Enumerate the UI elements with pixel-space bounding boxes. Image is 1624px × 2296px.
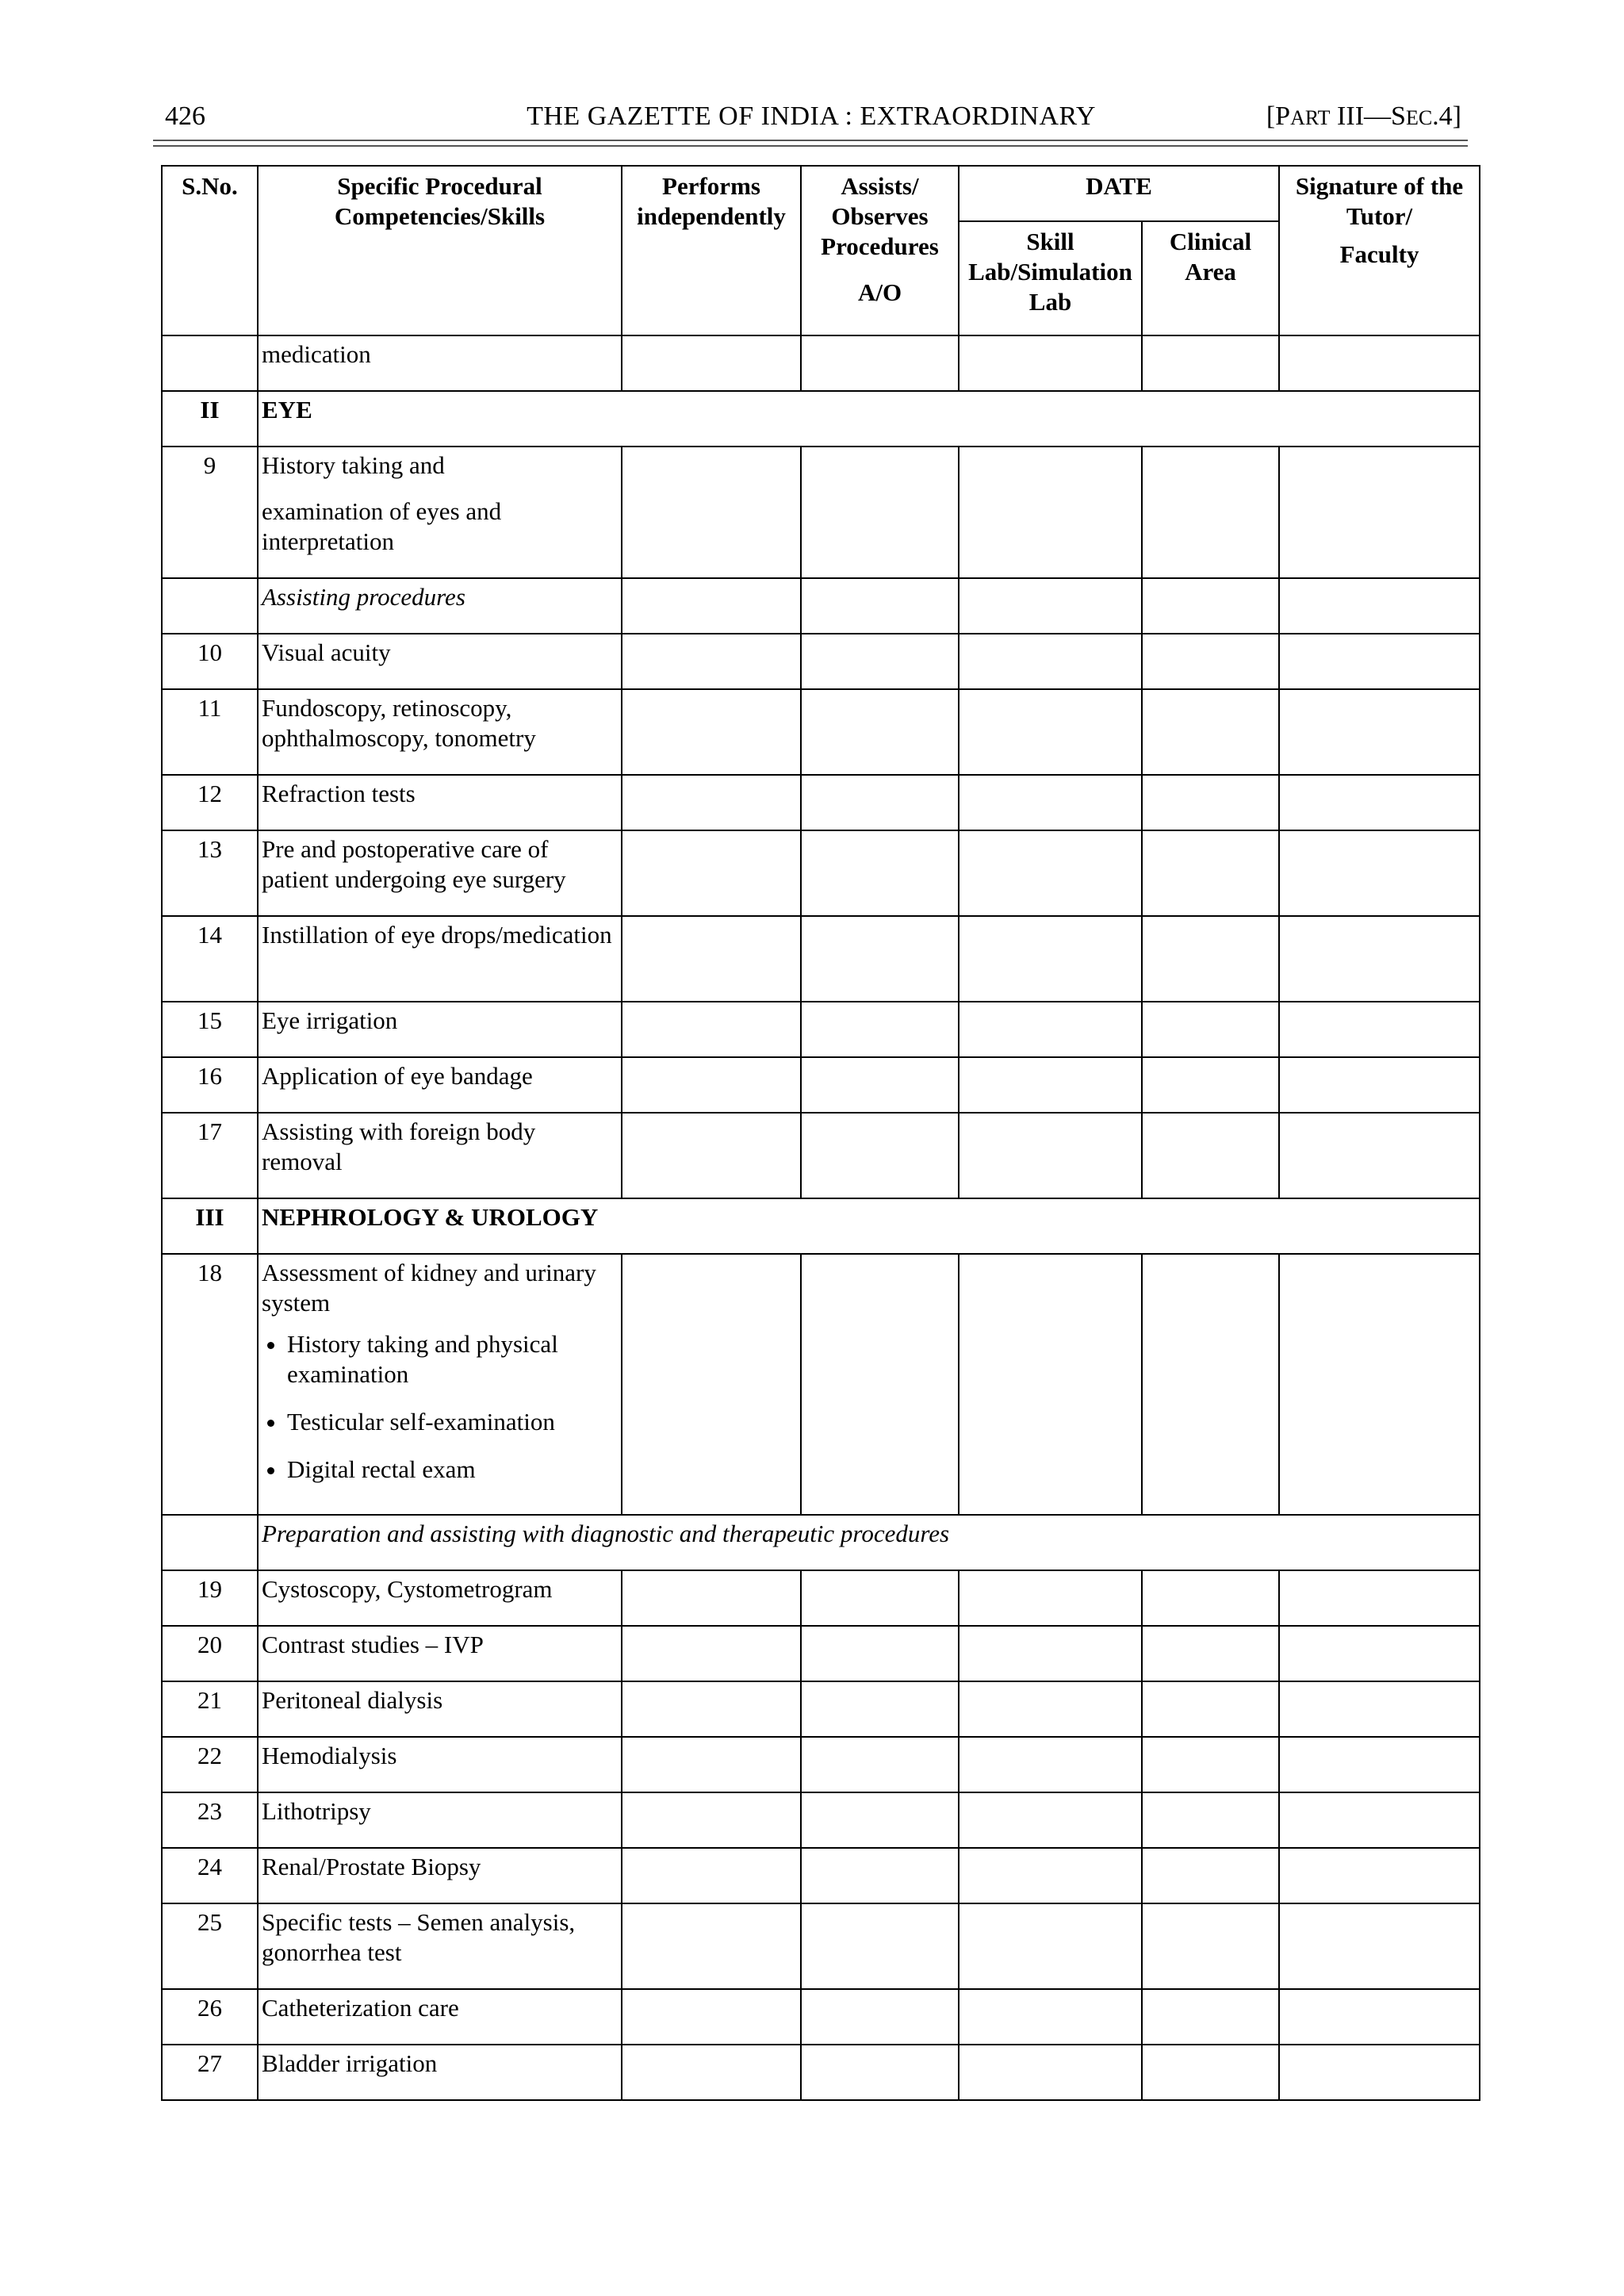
signature-cell xyxy=(1279,1254,1480,1515)
row-text: Specific tests – Semen analysis, gonorrhea test xyxy=(258,1903,622,1989)
row-sno xyxy=(162,335,258,391)
skill-lab-cell xyxy=(959,1113,1142,1198)
table-row xyxy=(162,1681,1480,1737)
row-text: Refraction tests xyxy=(258,775,622,830)
row-sno xyxy=(162,578,258,634)
row-sno xyxy=(162,1515,258,1570)
signature-cell xyxy=(1279,1792,1480,1848)
table-row xyxy=(162,1002,1480,1057)
clinical-cell xyxy=(1142,1254,1279,1515)
row-sno: 23 xyxy=(162,1792,258,1848)
row-text: Contrast studies – IVP xyxy=(258,1626,622,1681)
clinical-cell xyxy=(1142,447,1279,578)
row-sno: 11 xyxy=(162,689,258,775)
table-row xyxy=(162,1626,1480,1681)
row-text: Hemodialysis xyxy=(258,1737,622,1792)
skill-lab-cell xyxy=(959,1737,1142,1792)
clinical-cell xyxy=(1142,1057,1279,1113)
assists-cell xyxy=(801,1848,959,1903)
competency-table xyxy=(161,165,1480,2101)
row-sno: 25 xyxy=(162,1903,258,1989)
signature-cell xyxy=(1279,775,1480,830)
table-row xyxy=(162,1989,1480,2045)
row-text-line1: History taking and xyxy=(262,451,445,479)
clinical-cell xyxy=(1142,578,1279,634)
skill-lab-cell xyxy=(959,634,1142,689)
performs-cell xyxy=(622,1113,801,1198)
row-sno: 20 xyxy=(162,1626,258,1681)
header-signature-faculty: Faculty xyxy=(1339,240,1419,268)
assists-cell xyxy=(801,1113,959,1198)
signature-cell xyxy=(1279,916,1480,1002)
row-text: Renal/Prostate Biopsy xyxy=(258,1848,622,1903)
header-assists-label: Assists/ Observes Procedures xyxy=(821,172,939,260)
performs-cell xyxy=(622,578,801,634)
row-sno: 12 xyxy=(162,775,258,830)
row-text: Eye irrigation xyxy=(258,1002,622,1057)
row-text: Lithotripsy xyxy=(258,1792,622,1848)
table-row xyxy=(162,689,1480,775)
table-row xyxy=(162,2045,1480,2100)
table-row xyxy=(162,578,1480,634)
skill-lab-cell xyxy=(959,447,1142,578)
clinical-cell xyxy=(1142,1626,1279,1681)
skill-lab-cell xyxy=(959,335,1142,391)
list-item: • Digital rectal exam xyxy=(287,1455,618,1485)
subheading-text: Preparation and assisting with diagnostic and therapeutic procedures xyxy=(258,1515,1480,1570)
section-number: III xyxy=(162,1198,258,1254)
row-sno: 19 xyxy=(162,1570,258,1626)
row-text-line2: examination of eyes and interpretation xyxy=(262,497,502,555)
table-row xyxy=(162,1113,1480,1198)
clinical-cell xyxy=(1142,1903,1279,1989)
signature-cell xyxy=(1279,1737,1480,1792)
header-competency: Specific Procedural Competencies/Skills xyxy=(258,166,622,335)
performs-cell xyxy=(622,775,801,830)
row-text: Bladder irrigation xyxy=(258,2045,622,2100)
signature-cell xyxy=(1279,689,1480,775)
performs-cell xyxy=(622,1057,801,1113)
header-assists xyxy=(801,166,959,335)
clinical-cell xyxy=(1142,335,1279,391)
header-signature-label: Signature of the Tutor/ xyxy=(1295,172,1464,230)
skill-lab-cell xyxy=(959,1002,1142,1057)
performs-cell xyxy=(622,634,801,689)
clinical-cell xyxy=(1142,1848,1279,1903)
performs-cell xyxy=(622,1792,801,1848)
row-text: Fundoscopy, retinoscopy, ophthalmoscopy, tonometry xyxy=(258,689,622,775)
performs-cell xyxy=(622,2045,801,2100)
page-header xyxy=(161,94,1461,141)
skill-lab-cell xyxy=(959,775,1142,830)
table-row xyxy=(162,830,1480,916)
assists-cell xyxy=(801,916,959,1002)
skill-lab-cell xyxy=(959,2045,1142,2100)
skill-lab-cell xyxy=(959,1057,1142,1113)
row-sno: 13 xyxy=(162,830,258,916)
assists-cell xyxy=(801,578,959,634)
assists-cell xyxy=(801,634,959,689)
clinical-cell xyxy=(1142,1737,1279,1792)
assists-cell xyxy=(801,1570,959,1626)
assists-cell xyxy=(801,1057,959,1113)
clinical-cell xyxy=(1142,1792,1279,1848)
signature-cell xyxy=(1279,830,1480,916)
clinical-cell xyxy=(1142,1989,1279,2045)
performs-cell xyxy=(622,830,801,916)
subheading-row xyxy=(162,1515,1480,1570)
skill-lab-cell xyxy=(959,1903,1142,1989)
assists-cell xyxy=(801,830,959,916)
assists-cell xyxy=(801,447,959,578)
list-item: • History taking and physical examination xyxy=(287,1329,618,1389)
performs-cell xyxy=(622,916,801,1002)
row-sno: 9 xyxy=(162,447,258,578)
signature-cell xyxy=(1279,1681,1480,1737)
clinical-cell xyxy=(1142,1570,1279,1626)
header-date: DATE xyxy=(959,166,1279,221)
skill-lab-cell xyxy=(959,1792,1142,1848)
table-row xyxy=(162,335,1480,391)
row-sno: 22 xyxy=(162,1737,258,1792)
assists-cell xyxy=(801,1737,959,1792)
row-text xyxy=(258,447,622,578)
clinical-cell xyxy=(1142,689,1279,775)
signature-cell xyxy=(1279,1570,1480,1626)
skill-lab-cell xyxy=(959,1254,1142,1515)
signature-cell xyxy=(1279,2045,1480,2100)
row-sno: 17 xyxy=(162,1113,258,1198)
table-row xyxy=(162,1848,1480,1903)
performs-cell xyxy=(622,1254,801,1515)
assists-cell xyxy=(801,1254,959,1515)
clinical-cell xyxy=(1142,1002,1279,1057)
signature-cell xyxy=(1279,1989,1480,2045)
skill-lab-cell xyxy=(959,689,1142,775)
list-item: • Testicular self-examination xyxy=(287,1407,618,1437)
performs-cell xyxy=(622,1989,801,2045)
header-skill-lab: Skill Lab/Simulation Lab xyxy=(959,221,1142,335)
skill-lab-cell xyxy=(959,916,1142,1002)
row-sno: 16 xyxy=(162,1057,258,1113)
section-title: NEPHROLOGY & UROLOGY xyxy=(258,1198,1480,1254)
performs-cell xyxy=(622,1848,801,1903)
clinical-cell xyxy=(1142,1113,1279,1198)
assists-cell xyxy=(801,1792,959,1848)
header-performs: Performs independently xyxy=(622,166,801,335)
performs-cell xyxy=(622,1002,801,1057)
row-text: Instillation of eye drops/medication xyxy=(258,916,622,1002)
table-row xyxy=(162,1903,1480,1989)
row-sno: 18 xyxy=(162,1254,258,1515)
clinical-cell xyxy=(1142,2045,1279,2100)
row-sno: 15 xyxy=(162,1002,258,1057)
signature-cell xyxy=(1279,1002,1480,1057)
section-title: EYE xyxy=(258,391,1480,447)
header-sno: S.No. xyxy=(162,166,258,335)
skill-lab-cell xyxy=(959,578,1142,634)
performs-cell xyxy=(622,1681,801,1737)
section-label: [PART III—SEC.4] xyxy=(1266,102,1461,131)
clinical-cell xyxy=(1142,634,1279,689)
assists-cell xyxy=(801,1626,959,1681)
row-text: Visual acuity xyxy=(258,634,622,689)
signature-cell xyxy=(1279,634,1480,689)
assists-cell xyxy=(801,1989,959,2045)
skill-lab-cell xyxy=(959,1681,1142,1737)
table-row xyxy=(162,775,1480,830)
signature-cell xyxy=(1279,578,1480,634)
row-text xyxy=(258,1254,622,1515)
header-clinical: Clinical Area xyxy=(1142,221,1279,335)
skill-lab-cell xyxy=(959,1570,1142,1626)
performs-cell xyxy=(622,689,801,775)
row-text: Application of eye bandage xyxy=(258,1057,622,1113)
assists-cell xyxy=(801,1903,959,1989)
skill-lab-cell xyxy=(959,1848,1142,1903)
page-number: 426 xyxy=(165,102,205,131)
row-sno: 10 xyxy=(162,634,258,689)
row-text: Catheterization care xyxy=(258,1989,622,2045)
signature-cell xyxy=(1279,1113,1480,1198)
skill-lab-cell xyxy=(959,1626,1142,1681)
row-sno: 24 xyxy=(162,1848,258,1903)
performs-cell xyxy=(622,1626,801,1681)
table-row xyxy=(162,1057,1480,1113)
table-row xyxy=(162,1737,1480,1792)
assists-cell xyxy=(801,1002,959,1057)
skill-lab-cell xyxy=(959,830,1142,916)
table-row xyxy=(162,1792,1480,1848)
performs-cell xyxy=(622,447,801,578)
table-row xyxy=(162,1254,1480,1515)
header-signature xyxy=(1279,166,1480,335)
signature-cell xyxy=(1279,335,1480,391)
header-rule-top xyxy=(153,140,1468,141)
header-rule-bottom xyxy=(153,145,1468,147)
assists-cell xyxy=(801,335,959,391)
table-row xyxy=(162,447,1480,578)
clinical-cell xyxy=(1142,1681,1279,1737)
signature-cell xyxy=(1279,1848,1480,1903)
row-text: Assisting with foreign body removal xyxy=(258,1113,622,1198)
assists-cell xyxy=(801,2045,959,2100)
performs-cell xyxy=(622,335,801,391)
header-assists-code: A/O xyxy=(857,278,902,306)
row-sno: 26 xyxy=(162,1989,258,2045)
assists-cell xyxy=(801,1681,959,1737)
clinical-cell xyxy=(1142,830,1279,916)
section-number: II xyxy=(162,391,258,447)
clinical-cell xyxy=(1142,775,1279,830)
performs-cell xyxy=(622,1570,801,1626)
skill-lab-cell xyxy=(959,1989,1142,2045)
signature-cell xyxy=(1279,447,1480,578)
signature-cell xyxy=(1279,1903,1480,1989)
performs-cell xyxy=(622,1903,801,1989)
table-row xyxy=(162,916,1480,1002)
signature-cell xyxy=(1279,1626,1480,1681)
section-row xyxy=(162,1198,1480,1254)
row-text-main: Assessment of kidney and urinary system xyxy=(262,1259,596,1317)
row-text: Pre and postoperative care of patient undergoing eye surgery xyxy=(258,830,622,916)
table-row xyxy=(162,634,1480,689)
row-sno: 21 xyxy=(162,1681,258,1737)
row-sno: 27 xyxy=(162,2045,258,2100)
gazette-title: THE GAZETTE OF INDIA : EXTRAORDINARY xyxy=(527,102,1096,131)
assists-cell xyxy=(801,689,959,775)
row-text: medication xyxy=(258,335,622,391)
row-text: Cystoscopy, Cystometrogram xyxy=(258,1570,622,1626)
clinical-cell xyxy=(1142,916,1279,1002)
assists-cell xyxy=(801,775,959,830)
subheading-text: Assisting procedures xyxy=(258,578,622,634)
bullet-list xyxy=(262,1329,618,1485)
row-sno: 14 xyxy=(162,916,258,1002)
row-text: Peritoneal dialysis xyxy=(258,1681,622,1737)
table-row xyxy=(162,1570,1480,1626)
performs-cell xyxy=(622,1737,801,1792)
section-row xyxy=(162,391,1480,447)
signature-cell xyxy=(1279,1057,1480,1113)
